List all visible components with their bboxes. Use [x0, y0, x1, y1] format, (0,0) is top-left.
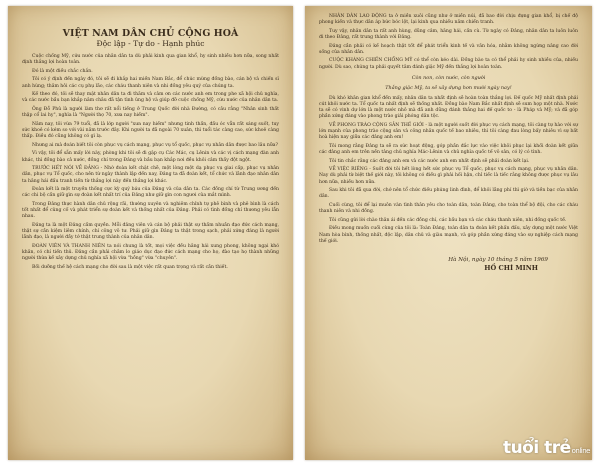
paragraph: Đảng ta là một Đảng cầm quyền. Mỗi đảng viên và cán bộ phải thật sự thấm nhuần đạo đức cách mạng, thật sự cần kiệm liêm chính, chí công vô tư. Phải giữ gìn Đảng ta thật trong sạch, phải xứng đáng là người lãnh đạo, là người đầy tớ thật trung thành của nhân dân.	[22, 222, 279, 241]
paragraph: Điều mong muốn cuối cùng của tôi là: Toàn Đảng, toàn dân ta đoàn kết phấn đấu, xây dựng một nước Việt Nam hòa bình, thống nhất, độc lập, dân chủ và giàu mạnh, và góp phần xứng đáng vào sự nghiệp cách mạng thế giới.	[319, 226, 578, 244]
document-motto: Độc lập - Tự do - Hạnh phúc	[96, 39, 205, 48]
paragraph: Nhưng ai mà đoán biết tôi còn phục vụ cách mạng, phục vụ tổ quốc, phục vụ nhân dân được bao lâu nữa?	[32, 142, 278, 148]
paragraph: Trong Đảng thực hành dân chủ rộng rãi, thường xuyên và nghiêm chỉnh tự phê bình và phê bình là cách tốt nhất để củng cố và phát triển sự đoàn kết và thống nhất của Đảng. Phải có tình đồng chí thương yêu lẫn nhau.	[22, 201, 279, 220]
paragraph: VỀ PHONG TRÀO CỘNG SẢN THẾ GIỚI - là một người suốt đời phục vụ cách mạng, tôi càng tự hào với sự lớn mạnh của phong trào cộng sản và công nhân quốc tế bao nhiêu, thì tôi càng đau lòng bấy nhiêu vì sự bất hoà hiện nay giữa các đảng anh em!	[319, 122, 578, 141]
logo-suffix: online	[571, 447, 590, 455]
signature-name: HỒ CHÍ MINH	[484, 264, 538, 273]
tuoitre-logo	[503, 438, 590, 458]
paragraph: Dù khó khăn gian khổ đến mấy, nhân dân ta nhất định sẽ hoàn toàn thắng lợi. Đế quốc Mỹ nhất định phải cút khỏi nước ta. Tổ quốc ta nhất định sẽ thống nhất. Đồng bào Nam Bắc nhất định sẽ sum họp một nhà. Nước ta sẽ có vinh dự lớn là một nước nhỏ mà đã anh dũng đánh thắng hai đế quốc to - là Pháp và Mỹ; và đã góp phần xứng đáng vào phong trào giải phóng dân tộc.	[319, 95, 578, 120]
paragraph: Đảng cần phải có kế hoạch thật tốt để phát triển kinh tế và văn hóa, nhằm không ngừng nâng cao đời sống của nhân dân.	[319, 43, 578, 55]
right-page-body-top	[319, 14, 578, 71]
paragraph: Cuộc chống Mỹ, cứu nước của nhân dân ta dù phải kinh qua gian khổ, hy sinh nhiều hơn nữa, song nhất định thắng lợi hoàn toàn.	[22, 54, 279, 66]
paragraph: Vì vậy, tôi để sẵn mấy lời này, phòng khi tôi sẽ đi gặp cụ Các Mác, cụ Lênin và các vị cách mạng đàn anh khác, thì đồng bào cả nước, đồng chí trong Đảng và bầu bạn khắp nơi đều khỏi cảm thấy đột ngột.	[22, 151, 279, 163]
paragraph: Tôi mong rằng Đảng ta sẽ ra sức hoạt động, góp phần đắc lực vào việc khôi phục lại khối đoàn kết giữa các đảng anh em trên nền tảng chủ nghĩa Mác-Lênin và chủ nghĩa quốc tế vô sản, có lý có tình.	[319, 143, 578, 156]
paragraph: CUỘC KHÁNG CHIẾN CHỐNG MỸ có thể còn kéo dài. Đồng bào ta có thể phải hy sinh nhiều của, nhiều người. Dù sao, chúng ta phải quyết tâm đánh giặc Mỹ đến thắng lợi hoàn toàn.	[319, 58, 578, 70]
paragraph: Thắng giặc Mỹ, ta sẽ xây dựng hơn mười ngày nay!	[385, 85, 512, 92]
paragraph: VỀ VIỆC RIÊNG - Suốt đời tôi hết lòng hết sức phục vụ Tổ quốc, phục vụ cách mạng, phục vụ nhân dân. Nay dù phải từ biệt thế giới này, tôi không có điều gì phải hối hận, chỉ tiếc là tiếc rằng không được phục vụ lâu hơn nữa, nhiều hơn nữa.	[319, 167, 578, 185]
letter-page-left	[8, 6, 293, 460]
paragraph: Ông Đỗ Phủ là người làm thơ rất nổi tiếng ở Trung Quốc đời nhà Đường, có câu rằng "Nhân sinh thất thập cổ lai hy", nghĩa là "Người thọ 70, xưa nay hiếm".	[22, 106, 279, 119]
paragraph: NHÂN DÂN LAO ĐỘNG ta ở miền xuôi cũng như ở miền núi, đã bao đời chịu đựng gian khổ, bị chế độ phong kiến và thực dân áp bức bóc lột, lại kinh qua nhiều năm chiến tranh.	[319, 14, 578, 26]
paragraph: Sau khi tôi đã qua đời, chớ nên tổ chức điếu phúng linh đình, để khỏi lãng phí thì giờ và tiền bạc của nhân dân.	[319, 188, 578, 200]
paragraph: TRƯỚC HẾT NÓI VỀ ĐẢNG - Nhờ đoàn kết chặt chẽ, một lòng một dạ phục vụ giai cấp, phục vụ nhân dân, phục vụ Tổ quốc, cho nên từ ngày thành lập đến nay, Đảng ta đã đoàn kết, tổ chức và lãnh đạo nhân dân ta hăng hái đấu tranh tiến từ thắng lợi này đến thắng lợi khác.	[22, 166, 279, 184]
signature-place-date: Hà Nội, ngày 10 tháng 5 năm 1969	[448, 257, 548, 263]
left-page-body	[22, 54, 279, 271]
paragraph: Đoàn kết là một truyền thống cực kỳ quý báu của Đảng và của dân ta. Các đồng chí từ Trung ương đến các chi bộ cần giữ gìn sự đoàn kết nhất trí của Đảng như giữ gìn con ngươi của mắt mình.	[22, 187, 279, 199]
paragraph: Tôi có ý định đến ngày đó, tôi sẽ đi khắp hai miền Nam Bắc, để chúc mừng đồng bào, cán bộ và chiến sĩ anh hùng; thăm hỏi các cụ phụ lão, các cháu thanh niên và nhi đồng yêu quý của chúng ta.	[22, 77, 279, 89]
document-title: VIỆT NAM DÂN CHỦ CỘNG HOÀ	[62, 28, 239, 39]
paragraph: Tôi tin chắc rằng các đảng anh em và các nước anh em nhất định sẽ phải đoàn kết lại.	[329, 158, 530, 164]
paragraph: ĐOÀN VIÊN VÀ THANH NIÊN ta nói chung là tốt, mọi việc đều hăng hái xung phong, không ngại khó khăn, có chí tiến thủ. Đảng cần phải chăm lo giáo dục đạo đức cách mạng cho họ, đào tạo họ thành những người thừa kế xây dựng chủ nghĩa xã hội vừa "hồng" vừa "chuyên".	[22, 243, 279, 262]
paragraph: Bồi dưỡng thế hệ cách mạng cho đời sau là một việc rất quan trọng và rất cần thiết.	[32, 264, 228, 270]
paragraph: Tôi cũng gửi lời chào thân ái đến các đồng chí, các bầu bạn và các cháu thanh niên, nhi đồng quốc tế.	[329, 217, 567, 223]
paragraph: Đó là một điều chắc chắn.	[32, 68, 93, 74]
paragraph: Năm nay, tôi vừa 79 tuổi, đã là lớp người "xưa nay hiếm" nhưng tinh thần, đầu óc vẫn rất sáng suốt, tuy sức khoẻ có kém so với vài năm trước đây. Khi người ta đã ngoài 70 xuân, thì tuổi tác càng cao, sức khoẻ càng thấp. Điều đó cũng không có gì lạ.	[22, 121, 279, 140]
right-page-body-bottom	[319, 96, 578, 245]
logo-brand: tuổi trẻ	[502, 438, 571, 458]
paragraph: Cuối cùng, tôi để lại muôn vàn tình thân yêu cho toàn dân, toàn Đảng, cho toàn thể bộ đội, cho các cháu thanh niên và nhi đồng.	[319, 203, 578, 215]
paragraph: Tuy vậy, nhân dân ta rất anh hùng, dũng cảm, hăng hái, cần cù. Từ ngày có Đảng, nhân dân ta luôn luôn đi theo Đảng, rất trung thành với Đảng.	[319, 28, 578, 40]
paragraph: Kế theo đó, tôi sẽ thay mặt nhân dân ta đi thăm và cảm ơn các nước anh em trong phe xã hội chủ nghĩa, và các nước bầu bạn khắp năm châu đã tận tình ủng hộ và giúp đỡ cuộc chống Mỹ, cứu nước của nhân dân ta.	[22, 92, 279, 104]
poem-quote	[319, 75, 578, 92]
letter-page-right	[305, 6, 592, 460]
paragraph: Còn non, còn nước, còn người	[411, 74, 486, 81]
